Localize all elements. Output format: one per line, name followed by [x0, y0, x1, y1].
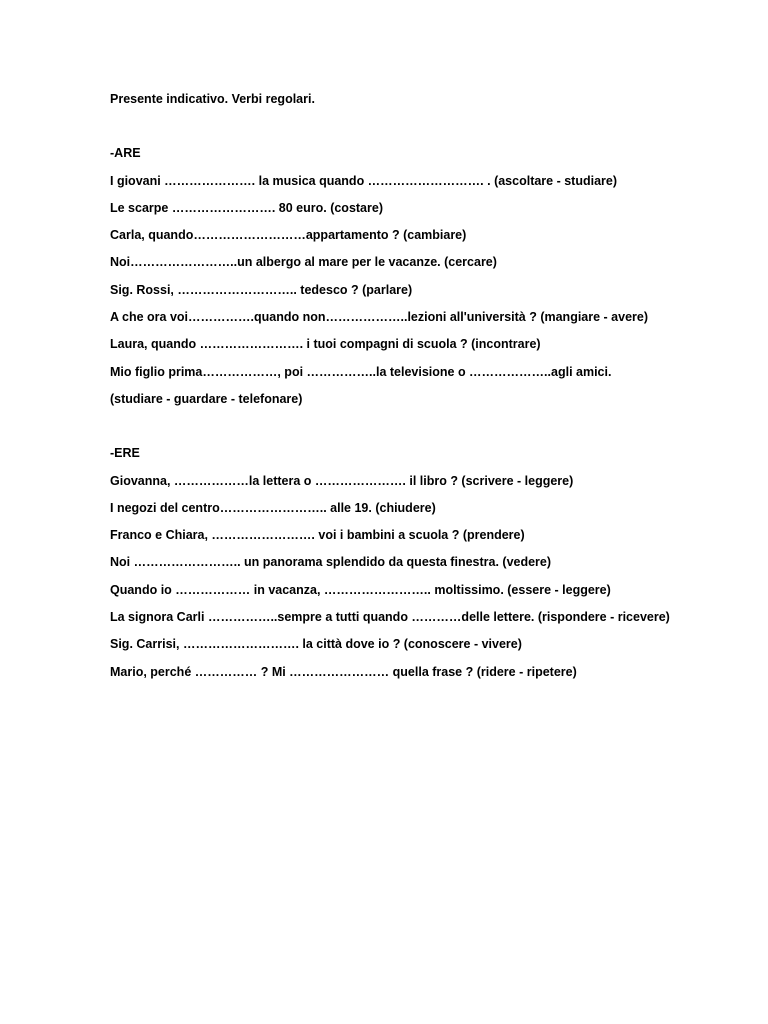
exercise-sentence: Noi……………………..un albergo al mare per le vacanze. (cercare) [110, 255, 497, 270]
exercise-sentence: Giovanna, ………………la lettera o …………………. il libro ? (scrivere - leggere) [110, 473, 574, 488]
exercise-sentence: I negozi del centro…………………….. alle 19. (chiudere) [110, 500, 436, 515]
exercise-sentence: I giovani …………………. la musica quando ………………………. . (ascoltare - studiare) [110, 173, 618, 188]
exercise-sentence: Mio figlio prima………………, poi ……………..la televisione o ………………..agli amici. (studiare - guardare - telefonare) [110, 364, 612, 406]
exercise-sentence: Franco e Chiara, ……………………. voi i bambini a scuola ? (prendere) [110, 528, 525, 543]
exercise-sentence: Sig. Rossi, ……………………….. tedesco ? (parlare) [110, 282, 413, 297]
exercise-sentence: Noi …………………….. un panorama splendido da questa finestra. (vedere) [110, 555, 552, 570]
exercise-sentence: Le scarpe ……………………. 80 euro. (costare) [110, 200, 383, 215]
document-title: Presente indicativo. Verbi regolari. [110, 92, 315, 106]
document-page [110, 86, 670, 686]
exercise-sentence: Mario, perché …………… ? Mi …………………… quella frase ? (ridere - ripetere) [110, 664, 577, 679]
section-heading-are: -ARE [110, 146, 141, 161]
exercise-sentence: Carla, quando………………………appartamento ? (cambiare) [110, 228, 467, 243]
section-heading-ere: -ERE [110, 446, 140, 461]
exercise-sentence: Laura, quando ……………………. i tuoi compagni di scuola ? (incontrare) [110, 337, 541, 352]
exercise-sentence: Sig. Carrisi, ………………………. la città dove io ? (conoscere - vivere) [110, 637, 522, 652]
exercise-sentence: Quando io ……………… in vacanza, …………………….. moltissimo. (essere - leggere) [110, 582, 611, 597]
exercise-sentence: A che ora voi…………….quando non………………..lezioni all'università ? (mangiare - avere) [110, 310, 649, 325]
exercise-sentence: La signora Carli ……………..sempre a tutti quando …………delle lettere. (rispondere - ricevere) [110, 610, 670, 625]
